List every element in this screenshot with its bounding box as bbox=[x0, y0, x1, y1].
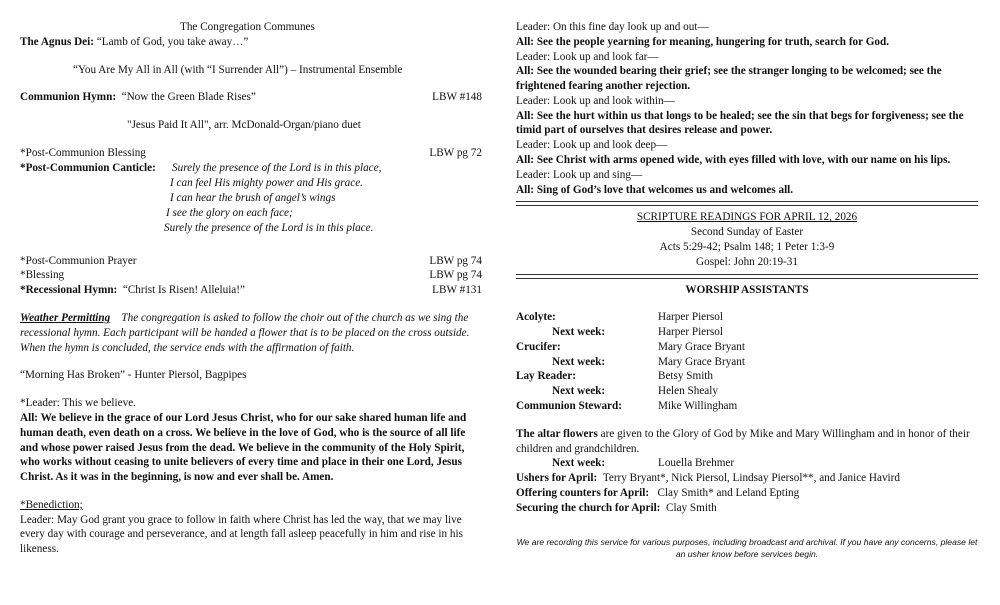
readings-sunday: Second Sunday of Easter bbox=[690, 226, 804, 239]
communion-hymn-row bbox=[20, 90, 482, 105]
assistant-row bbox=[516, 310, 978, 325]
agnus-dei-text: “Lamb of God, you take away…” bbox=[96, 35, 249, 48]
assistant-row bbox=[516, 369, 978, 384]
bagpipes-line: “Morning Has Broken” - Hunter Piersol, Bagpipes bbox=[20, 369, 247, 382]
canticle-line: Surely the presence of the Lord is in this place. bbox=[164, 221, 374, 234]
leader-believe: *Leader: This we believe. bbox=[20, 397, 136, 410]
litany-leader: Leader: Look up and look within— bbox=[516, 94, 675, 107]
readings-title: SCRIPTURE READINGS FOR APRIL 12, 2026 bbox=[636, 211, 858, 224]
litany-response: All: See the wounded bearing their grief; see the stranger longing to be welcomed; see the frightened fearing another rejection. bbox=[516, 65, 942, 93]
assistant-row bbox=[516, 384, 978, 399]
altar-text: are given to the Glory of God by Mike and Mary Willingham and in honor of their children and grandchildren. bbox=[516, 427, 970, 455]
assistant-row bbox=[516, 355, 978, 370]
blessing-ref: LBW pg 72 bbox=[429, 146, 482, 159]
weather-paragraph bbox=[20, 311, 482, 355]
litany-leader: Leader: Look up and look deep— bbox=[516, 139, 668, 152]
litany-response: All: Sing of God’s love that welcomes us and welcomes all. bbox=[516, 183, 794, 196]
creed-text: All: We believe in the grace of our Lord Jesus Christ, who for our sake shared human life and human death, even death on a cross. We believe in the love of God, who is the source of all life and whose power raised Jesus from the dead. We believe in the community of the Holy Spirit, who works without ceasing to unite believers of every time and place in their one Lord, Jesus Christ. As it was in the beginning, is now and ever shall be. Amen. bbox=[20, 411, 467, 484]
assistant-name: Harper Piersol bbox=[658, 326, 723, 339]
securing-line bbox=[516, 501, 978, 516]
counters-text: Clay Smith* and Leland Epting bbox=[657, 486, 800, 499]
communion-hymn-label: Communion Hymn: bbox=[20, 91, 117, 104]
assistant-role: Next week: bbox=[552, 326, 606, 339]
readings-gospel: Gospel: John 20:19-31 bbox=[696, 255, 798, 268]
altar-next-row bbox=[516, 456, 978, 471]
assistants-title: WORSHIP ASSISTANTS bbox=[685, 283, 809, 296]
instrumental-line: “You Are My All in All (with “I Surrender All”) – Instrumental Ensemble bbox=[73, 63, 403, 76]
counters-label: Offering counters for April: bbox=[516, 486, 650, 499]
litany-response: All: See the hurt within us that longs to be healed; see the sin that begs for forgiveness; see the timid part of ourselves that desires release and power. bbox=[516, 109, 964, 137]
assistant-name: Harper Piersol bbox=[658, 311, 723, 324]
canticle-label: *Post-Communion Canticle: bbox=[20, 161, 156, 174]
communion-hymn-ref: LBW #148 bbox=[432, 91, 482, 104]
litany-leader: Leader: Look up and sing— bbox=[516, 168, 643, 181]
canticle-line: Surely the presence of the Lord is in this place, bbox=[172, 161, 382, 174]
recessional-row bbox=[20, 283, 482, 298]
altar-label: The altar flowers bbox=[516, 427, 598, 440]
recessional-ref: LBW #131 bbox=[432, 284, 482, 297]
recessional-title: “Christ Is Risen! Alleluia!” bbox=[122, 284, 245, 297]
assistant-role: Communion Steward: bbox=[516, 399, 622, 412]
canticle-block bbox=[20, 161, 482, 241]
canticle-line: I see the glory on each face; bbox=[166, 206, 293, 219]
litany-response: All: See Christ with arms opened wide, with eyes filled with love, with our name on his lips. bbox=[516, 154, 951, 167]
left-column bbox=[20, 20, 482, 557]
assistant-row bbox=[516, 340, 978, 355]
ushers-text: Terry Bryant*, Nick Piersol, Lindsay Piersol**, and Janice Havird bbox=[602, 472, 900, 485]
litany-leader: Leader: Look up and look far— bbox=[516, 50, 659, 63]
divider bbox=[516, 274, 978, 279]
blessing2-ref: LBW pg 74 bbox=[429, 269, 482, 282]
communes-heading: The Congregation Communes bbox=[180, 21, 315, 33]
benediction-text: Leader: May God grant you grace to follow in faith where Christ has led the way, that we may live every day with courage and perseverance, and at length fall asleep peacefully in him and rise in his likeness. bbox=[20, 513, 463, 556]
assistant-row bbox=[516, 399, 978, 414]
blessing-label: *Blessing bbox=[20, 269, 65, 282]
assistant-name: Mary Grace Bryant bbox=[658, 340, 745, 353]
assistant-role: Lay Reader: bbox=[516, 370, 576, 383]
weather-label: Weather Permitting bbox=[20, 312, 111, 325]
assistant-role: Acolyte: bbox=[516, 311, 556, 324]
post-communion-prayer: *Post-Communion Prayer bbox=[20, 254, 137, 267]
prayer-ref: LBW pg 74 bbox=[429, 254, 482, 267]
communion-hymn-title: “Now the Green Blade Rises” bbox=[121, 91, 256, 104]
assistant-name: Helen Shealy bbox=[658, 385, 718, 398]
readings-block bbox=[516, 210, 978, 269]
counters-line bbox=[516, 486, 978, 501]
securing-text: Clay Smith bbox=[666, 501, 717, 514]
divider bbox=[516, 201, 978, 206]
prayer-row bbox=[20, 254, 482, 269]
assistants-list bbox=[516, 310, 978, 413]
assistant-role: Crucifer: bbox=[516, 340, 561, 353]
benediction-label: *Benediction; bbox=[20, 498, 83, 511]
altar-next-label: Next week: bbox=[552, 457, 606, 470]
recording-notice: We are recording this service for various purposes, including broadcast and archival. If you have any concerns, please let an usher know before services begin. bbox=[516, 537, 978, 560]
readings-refs: Acts 5:29-42; Psalm 148; 1 Peter 1:3-9 bbox=[659, 240, 835, 253]
assistant-name: Mike Willingham bbox=[658, 399, 738, 412]
assistant-row bbox=[516, 325, 978, 340]
weather-text: The congregation is asked to follow the choir out of the church as we sing the recessional hymn. Each participant will be handed a flower that is to be placed on the cross outside. When the hymn is concluded, the service ends with the affirmation of faith. bbox=[20, 312, 470, 354]
duet-line: "Jesus Paid It All", arr. McDonald-Organ/piano duet bbox=[127, 119, 361, 132]
litany-leader: Leader: On this fine day look up and out— bbox=[516, 21, 709, 33]
assistant-name: Mary Grace Bryant bbox=[658, 355, 745, 368]
agnus-dei-label: The Agnus Dei: bbox=[20, 35, 94, 48]
ushers-label: Ushers for April: bbox=[516, 472, 598, 485]
canticle-line: I can hear the brush of angel’s wings bbox=[170, 191, 336, 204]
blessing-row bbox=[20, 146, 482, 161]
blessing2-row bbox=[20, 268, 482, 283]
altar-flowers bbox=[516, 427, 978, 457]
right-column bbox=[516, 20, 978, 561]
canticle-line: I can feel His mighty power and His grace. bbox=[170, 176, 363, 189]
assistant-role: Next week: bbox=[552, 385, 606, 398]
litany-response: All: See the people yearning for meaning, hungering for truth, search for God. bbox=[516, 35, 890, 48]
agnus-dei-line bbox=[20, 35, 482, 50]
assistant-name: Betsy Smith bbox=[658, 370, 714, 383]
securing-label: Securing the church for April: bbox=[516, 501, 661, 514]
litany bbox=[516, 20, 978, 197]
recessional-label: *Recessional Hymn: bbox=[20, 284, 118, 297]
ushers-line bbox=[516, 471, 978, 486]
post-communion-blessing: *Post-Communion Blessing bbox=[20, 146, 146, 159]
assistant-role: Next week: bbox=[552, 355, 606, 368]
altar-next-name: Louella Brehmer bbox=[658, 457, 735, 470]
